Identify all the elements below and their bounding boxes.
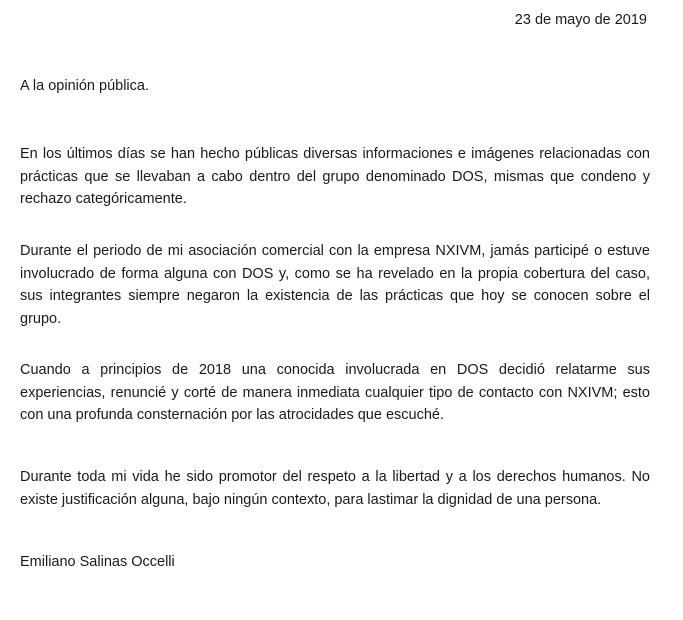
paragraph-3: Cuando a principios de 2018 una conocida involucrada en DOS decidió relatarme sus experiencias, renuncié y corté de manera inmediata cualquier tipo de contacto con NXIVM; esto con una profunda consternación por las atrocidades que escuché. — [20, 362, 650, 423]
paragraph-2: Durante el periodo de mi asociación comercial con la empresa NXIVM, jamás participé o estuve involucrado de forma alguna con DOS y, como se ha revelado en la propia cobertura del caso, sus integrantes siempre negaron la existencia de las prácticas que hoy se conocen sobre el grupo. — [20, 243, 650, 327]
paragraph-4: Durante toda mi vida he sido promotor del respeto a la libertad y a los derechos humanos. No existe justificación alguna, bajo ningún contexto, para lastimar la dignidad de una persona. — [20, 469, 650, 508]
salutation: A la opinión pública. — [20, 78, 149, 94]
signature: Emiliano Salinas Occelli — [20, 554, 175, 570]
paragraph-1: En los últimos días se han hecho públicas diversas informaciones e imágenes relacionadas con prácticas que se llevaban a cabo dentro del grupo denominado DOS, mismas que condeno y rechazo categóricamente. — [20, 146, 650, 207]
letter-date: 23 de mayo de 2019 — [514, 12, 647, 28]
